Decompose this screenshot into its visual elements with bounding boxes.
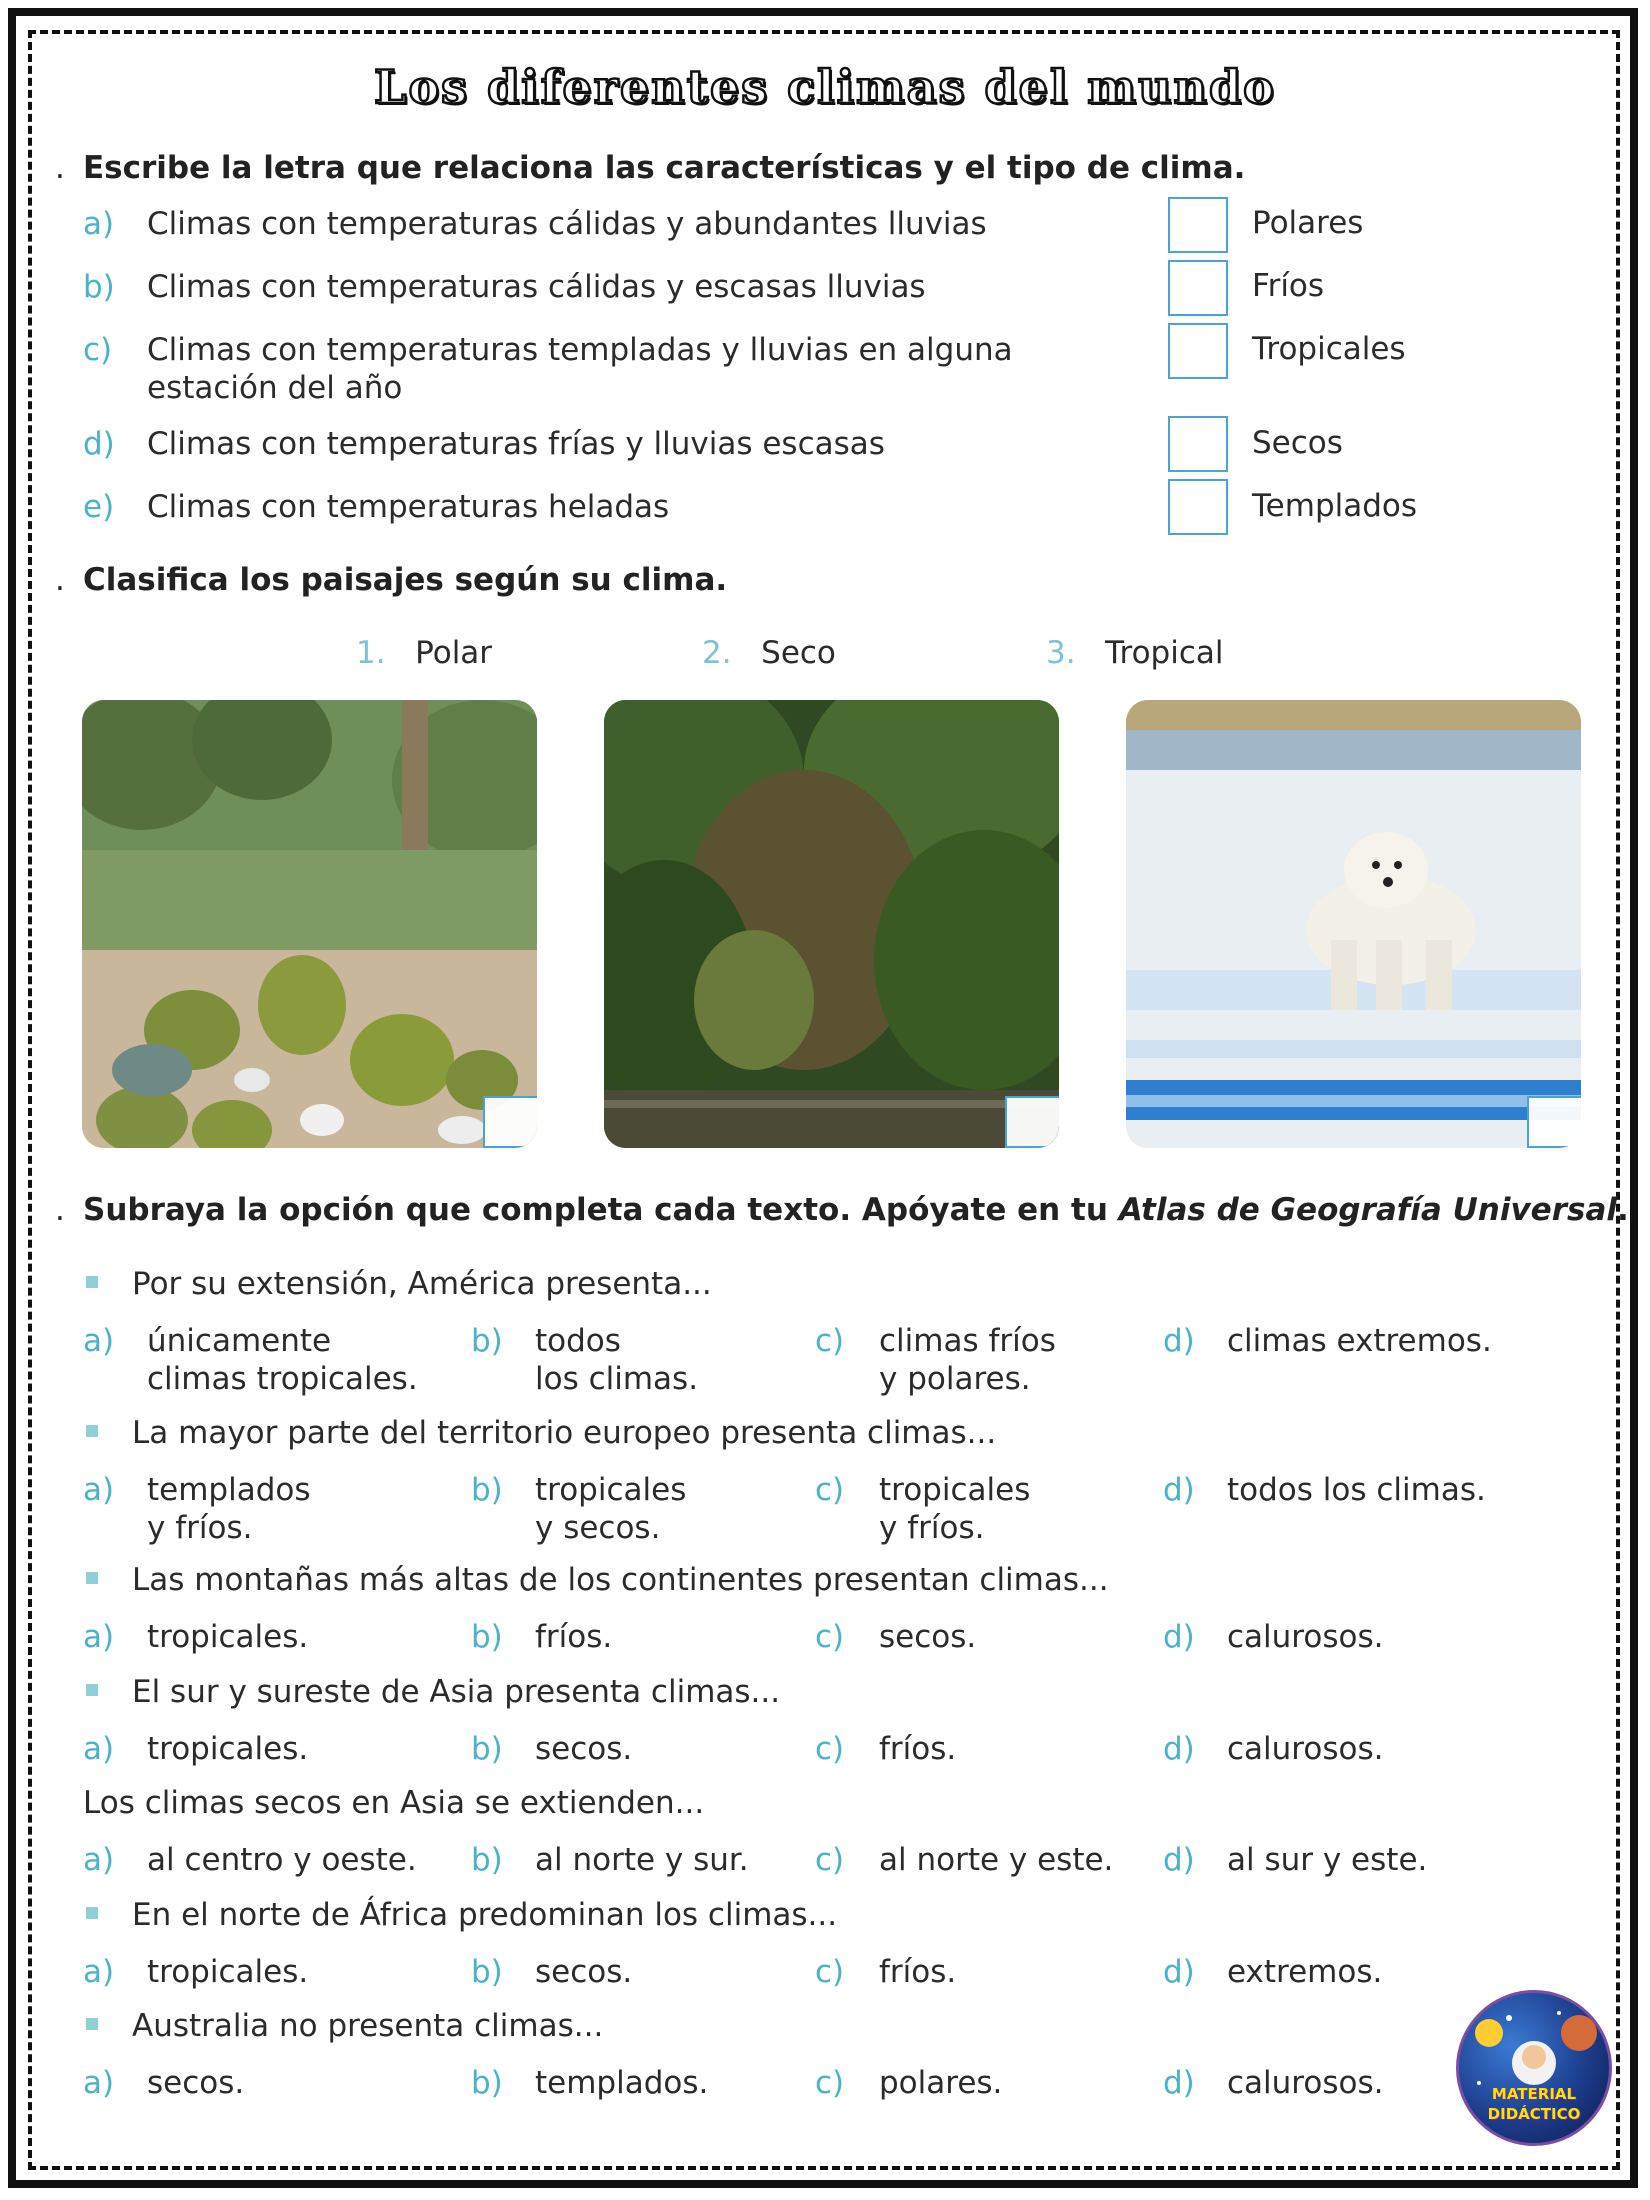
climate-type-label: Tropicales	[1252, 331, 1406, 367]
climate-type-label: Polares	[1252, 205, 1364, 241]
question-stem: El sur y sureste de Asia presenta climas...	[132, 1674, 781, 1710]
option-text: todos	[535, 1323, 621, 1359]
option-letter: a)	[83, 1842, 115, 1878]
desert-illustration	[82, 700, 537, 1148]
option-letter: d)	[1163, 1731, 1195, 1767]
answer-option-a[interactable]	[83, 1322, 443, 1402]
answer-option-c[interactable]	[815, 1322, 1175, 1402]
photo-polar-bear	[1126, 700, 1581, 1148]
option-text-line2: y secos.	[535, 1510, 661, 1546]
photo-tropical-forest	[604, 700, 1059, 1148]
section3-instruction-text: Subraya la opción que completa cada texto. Apóyate en tu	[83, 1192, 1119, 1228]
question-stem: En el norte de África predominan los climas...	[132, 1897, 838, 1933]
answer-box[interactable]	[1005, 1096, 1059, 1148]
option-text: todos los climas.	[1227, 1472, 1486, 1508]
item-text: Climas con temperaturas cálidas y abundantes lluvias	[147, 206, 987, 242]
answer-option-d[interactable]	[1163, 1841, 1523, 1921]
option-letter: b)	[471, 1731, 503, 1767]
item-text: Climas con temperaturas templadas y lluvias en alguna	[147, 332, 1013, 368]
option-text: al centro y oeste.	[147, 1842, 417, 1878]
question-bullet	[86, 2018, 98, 2030]
answer-option-d[interactable]	[1163, 1618, 1523, 1698]
answer-box[interactable]	[1527, 1096, 1581, 1148]
climate-answer-box[interactable]	[1168, 197, 1228, 253]
material-didactico-logo	[1456, 1990, 1612, 2146]
landscape-label-1	[356, 635, 492, 671]
item-letter: a)	[83, 206, 115, 242]
option-text: fríos.	[879, 1731, 957, 1767]
option-letter: b)	[471, 1619, 503, 1655]
option-letter: d)	[1163, 1954, 1195, 1990]
option-letter: a)	[83, 1323, 115, 1359]
option-letter: d)	[1163, 1323, 1195, 1359]
option-text: secos.	[879, 1619, 977, 1655]
polar-illustration	[1126, 700, 1581, 1148]
option-text: tropicales.	[147, 1954, 309, 1990]
climate-type-label: Templados	[1252, 488, 1418, 524]
bullet-dot: .	[55, 562, 65, 598]
question-bullet	[86, 1425, 98, 1437]
bullet-dot: .	[55, 1192, 65, 1228]
answer-box[interactable]	[483, 1096, 537, 1148]
landscape-number: 3.	[1046, 635, 1076, 671]
option-text: polares.	[879, 2065, 1003, 2101]
answer-option-d[interactable]	[1163, 1322, 1523, 1402]
logo-text-line1: MATERIAL	[1491, 2085, 1577, 2103]
landscape-number: 1.	[356, 635, 386, 671]
answer-option-c[interactable]	[815, 1953, 1175, 2033]
answer-option-b[interactable]	[471, 1322, 831, 1402]
item-letter: e)	[83, 489, 115, 525]
option-text: climas extremos.	[1227, 1323, 1492, 1359]
option-letter: a)	[83, 1472, 115, 1508]
option-letter: b)	[471, 1954, 503, 1990]
landscape-label-3	[1046, 635, 1224, 671]
option-text-line2: y fríos.	[879, 1510, 985, 1546]
logo-text-line2: DIDÁCTICO	[1487, 2105, 1581, 2123]
option-letter: d)	[1163, 2065, 1195, 2101]
answer-option-d[interactable]	[1163, 1730, 1523, 1810]
section3-instruction-end: .	[1617, 1192, 1629, 1228]
option-letter: b)	[471, 1842, 503, 1878]
option-text: secos.	[535, 1954, 633, 1990]
question-bullet	[86, 1572, 98, 1584]
option-text-line2: climas tropicales.	[147, 1361, 418, 1397]
option-text: templados.	[535, 2065, 709, 2101]
option-text: calurosos.	[1227, 1731, 1384, 1767]
option-text: fríos.	[535, 1619, 613, 1655]
forest-illustration	[604, 700, 1059, 1148]
answer-option-a[interactable]	[83, 1471, 443, 1551]
answer-option-c[interactable]	[815, 1730, 1175, 1810]
climate-answer-box[interactable]	[1168, 260, 1228, 316]
section3-instruction	[55, 1192, 1629, 1228]
climate-answer-box[interactable]	[1168, 479, 1228, 535]
question-bullet	[86, 1276, 98, 1288]
landscape-name: Tropical	[1105, 635, 1224, 671]
item-text: Climas con temperaturas heladas	[147, 489, 670, 525]
question-stem: La mayor parte del territorio europeo presenta climas...	[132, 1415, 997, 1451]
answer-option-d[interactable]	[1163, 1471, 1523, 1551]
option-text: tropicales.	[147, 1731, 309, 1767]
option-text: secos.	[535, 1731, 633, 1767]
option-letter: d)	[1163, 1472, 1195, 1508]
option-letter: d)	[1163, 1842, 1195, 1878]
photo-desert-cactus	[82, 700, 537, 1148]
option-text: templados	[147, 1472, 311, 1508]
atlas-title: Atlas de Geografía Universal	[1118, 1192, 1617, 1228]
answer-option-a[interactable]	[83, 2064, 443, 2144]
answer-option-c[interactable]	[815, 1618, 1175, 1698]
option-letter: b)	[471, 2065, 503, 2101]
section2-instruction-text: Clasifica los paisajes según su clima.	[83, 562, 728, 598]
question-bullet	[86, 1684, 98, 1696]
option-text: fríos.	[879, 1954, 957, 1990]
option-text: extremos.	[1227, 1954, 1383, 1990]
option-letter: d)	[1163, 1619, 1195, 1655]
option-letter: a)	[83, 1619, 115, 1655]
option-letter: a)	[83, 1954, 115, 1990]
question-stem: Las montañas más altas de los continentes presentan climas...	[132, 1562, 1109, 1598]
climate-type-label: Secos	[1252, 425, 1343, 461]
question-stem: Australia no presenta climas...	[132, 2008, 604, 2044]
item-text: Climas con temperaturas cálidas y escasas lluvias	[147, 269, 926, 305]
option-letter: a)	[83, 2065, 115, 2101]
option-letter: c)	[815, 1731, 845, 1767]
option-text: al sur y este.	[1227, 1842, 1428, 1878]
option-text: tropicales	[879, 1472, 1031, 1508]
question-stem: Los climas secos en Asia se extienden...	[83, 1785, 705, 1821]
option-text: calurosos.	[1227, 2065, 1384, 2101]
landscape-label-2	[702, 635, 836, 671]
item-text: Climas con temperaturas frías y lluvias escasas	[147, 426, 885, 462]
question-bullet	[86, 1907, 98, 1919]
option-text: al norte y este.	[879, 1842, 1114, 1878]
landscape-name: Seco	[761, 635, 836, 671]
option-letter: c)	[815, 1954, 845, 1990]
question-stem: Por su extensión, América presenta...	[132, 1266, 712, 1302]
item-text-line2: estación del año	[147, 370, 403, 406]
option-text: tropicales.	[147, 1619, 309, 1655]
option-text: calurosos.	[1227, 1619, 1384, 1655]
climate-answer-box[interactable]	[1168, 416, 1228, 472]
option-letter: c)	[815, 2065, 845, 2101]
landscape-name: Polar	[415, 635, 493, 671]
climate-type-label: Fríos	[1252, 268, 1325, 304]
option-letter: a)	[83, 1731, 115, 1767]
item-letter: b)	[83, 269, 115, 305]
section1-instruction-text: Escribe la letra que relaciona las características y el tipo de clima.	[83, 150, 1246, 186]
option-letter: b)	[471, 1472, 503, 1508]
option-letter: c)	[815, 1619, 845, 1655]
option-letter: c)	[815, 1472, 845, 1508]
item-letter: c)	[83, 332, 113, 368]
page-title: Los diferentes climas del mundo	[374, 60, 1276, 114]
option-text: secos.	[147, 2065, 245, 2101]
bullet-dot: .	[55, 150, 65, 186]
answer-option-b[interactable]	[471, 2064, 831, 2144]
section2-instruction	[55, 562, 728, 598]
option-text-line2: y fríos.	[147, 1510, 253, 1546]
option-text: al norte y sur.	[535, 1842, 749, 1878]
option-text: tropicales	[535, 1472, 687, 1508]
answer-option-c[interactable]	[815, 1841, 1175, 1921]
option-text: únicamente	[147, 1323, 332, 1359]
answer-option-c[interactable]	[815, 2064, 1175, 2144]
option-text-line2: y polares.	[879, 1361, 1031, 1397]
landscape-number: 2.	[702, 635, 732, 671]
climate-answer-box[interactable]	[1168, 323, 1228, 379]
section1-instruction	[55, 150, 1246, 186]
option-text-line2: los climas.	[535, 1361, 699, 1397]
option-letter: c)	[815, 1842, 845, 1878]
item-letter: d)	[83, 426, 115, 462]
answer-option-c[interactable]	[815, 1471, 1175, 1551]
option-text: climas fríos	[879, 1323, 1056, 1359]
option-letter: b)	[471, 1323, 503, 1359]
answer-option-b[interactable]	[471, 1471, 831, 1551]
option-letter: c)	[815, 1323, 845, 1359]
